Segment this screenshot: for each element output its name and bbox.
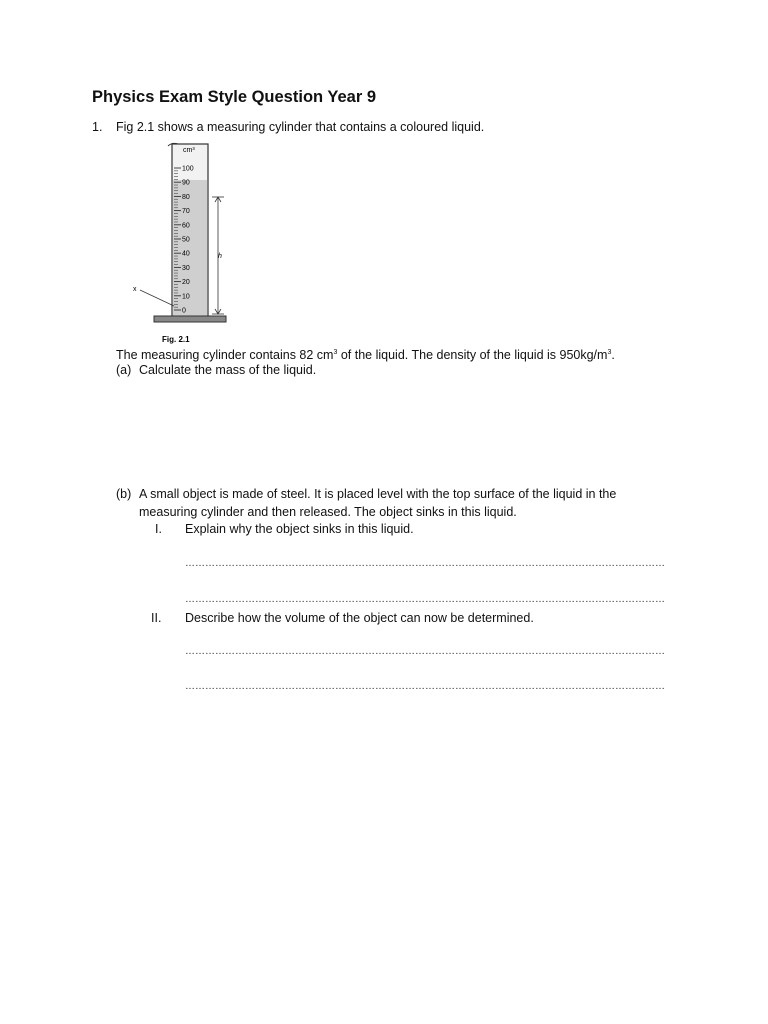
answer-line[interactable]: ………………………………………………………………………………………………………………………………: [185, 646, 665, 657]
stem-text-3: .: [611, 348, 615, 362]
scale-label: 50: [182, 236, 190, 244]
figure-caption: Fig. 2.1: [162, 335, 190, 344]
question-number: 1.: [92, 120, 103, 134]
scale-label: 0: [182, 307, 186, 315]
scale-label: 10: [182, 293, 190, 301]
scale-label: 90: [182, 179, 190, 187]
part-b-label: (b): [116, 487, 132, 501]
measuring-cylinder-figure: [112, 140, 242, 355]
sub-question-2-text: Describe how the volume of the object can now be determined.: [185, 611, 534, 625]
question-intro: Fig 2.1 shows a measuring cylinder that contains a coloured liquid.: [116, 120, 485, 134]
sub-question-1-numeral: I.: [155, 522, 162, 536]
scale-label: 30: [182, 264, 190, 272]
scale-label: 40: [182, 250, 190, 258]
sub-question-2-numeral: II.: [151, 611, 162, 625]
part-b-line-1: A small object is made of steel. It is placed level with the top surface of the liquid in the: [139, 487, 617, 501]
sub-question-1-text: Explain why the object sinks in this liquid.: [185, 522, 414, 536]
scale-label: 60: [182, 222, 190, 230]
stem-sup-2: 3: [607, 349, 612, 356]
x-label: x: [133, 286, 137, 293]
answer-line[interactable]: ………………………………………………………………………………………………………………………………: [185, 681, 665, 692]
scale-label: 20: [182, 279, 190, 287]
unit-label: cm³: [183, 147, 195, 154]
height-label: h: [218, 253, 222, 260]
question-stem: [116, 344, 615, 364]
scale-label: 80: [182, 193, 190, 201]
scale-label: 70: [182, 208, 190, 216]
measuring-cylinder-diagram: [112, 140, 242, 350]
answer-line[interactable]: ………………………………………………………………………………………………………………………………: [185, 594, 665, 605]
part-a-text: Calculate the mass of the liquid.: [139, 363, 317, 377]
page-title: Physics Exam Style Question Year 9: [92, 88, 377, 106]
answer-line[interactable]: ………………………………………………………………………………………………………………………………: [185, 558, 665, 569]
part-b-line-2: measuring cylinder and then released. The object sinks in this liquid.: [139, 505, 517, 519]
stem-text-1: The measuring cylinder contains 82 cm: [116, 348, 334, 362]
stem-text-2: of the liquid. The density of the liquid is 950kg/m: [337, 348, 608, 362]
part-a-label: (a): [116, 363, 132, 377]
stem-sup-1: 3: [333, 349, 338, 356]
scale-label: 100: [182, 165, 194, 173]
